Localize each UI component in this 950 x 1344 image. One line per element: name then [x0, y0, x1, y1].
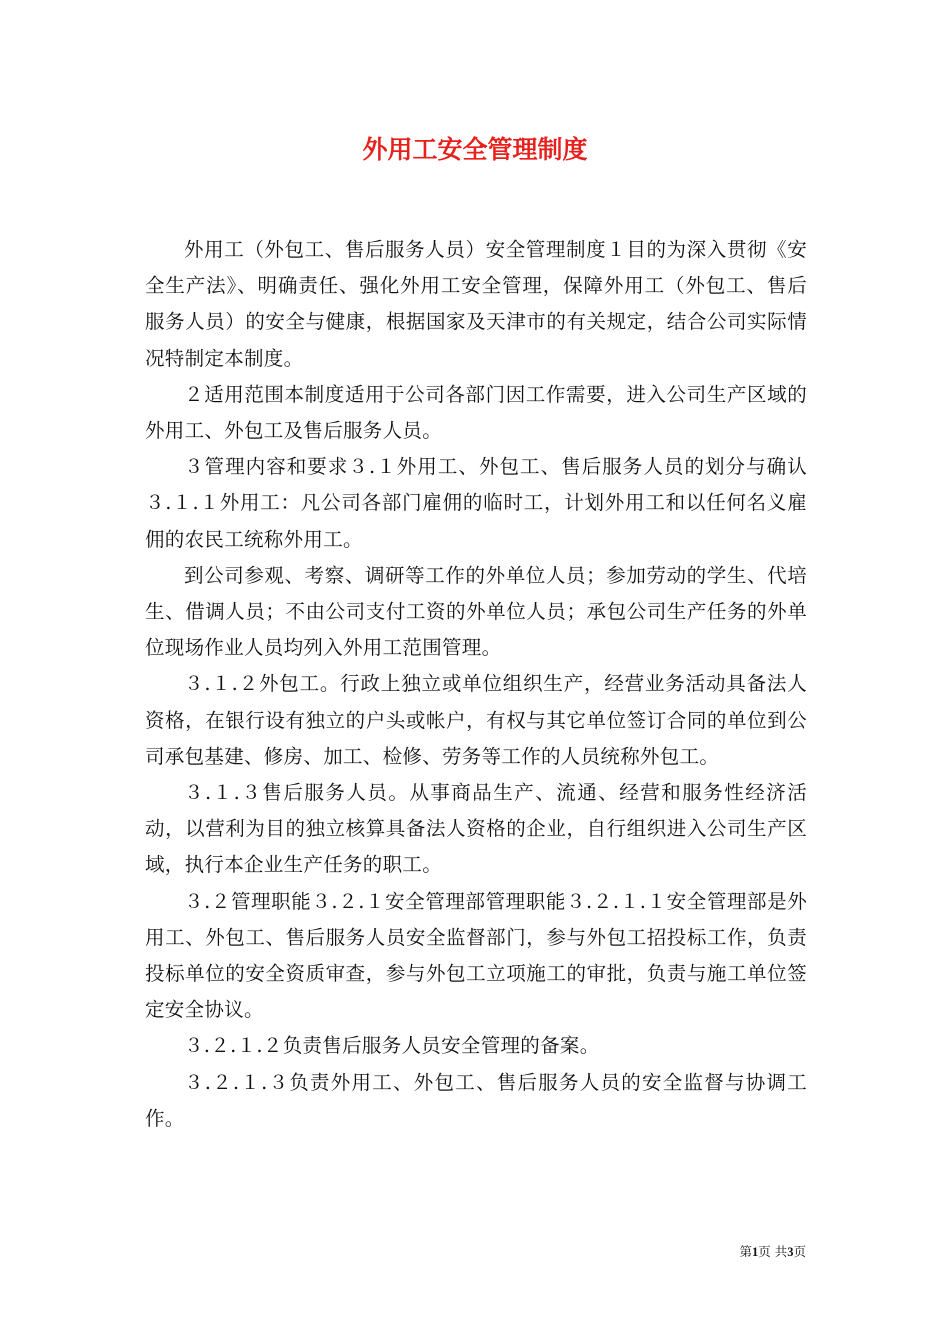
document-title: 外用工安全管理制度 [362, 135, 588, 164]
current-page-number: 1 [752, 1245, 759, 1259]
paragraph-management-functions: ３.２管理职能３.２.１安全管理部管理职能３.２.１.１安全管理部是外用工、外包工、售后服务人员安全监督部门，参与外包工招投标工作，负责投标单位的安全资质审查，参与外包工立项施工的审批，负责与施工单位签定安全协议。 [145, 889, 807, 1022]
paragraph-supervision: ３.２.１.３负责外用工、外包工、售后服务人员的安全监督与协调工作。 [145, 1070, 807, 1130]
total-page-number: 3 [787, 1245, 794, 1259]
paragraph-purpose: 外用工（外包工、售后服务人员）安全管理制度１目的为深入贯彻《安全生产法》、明确责任、强化外用工安全管理，保障外用工（外包工、售后服务人员）的安全与健康，根据国家及天津市的有关规定，结合公司实际情况特制定本制度。 [145, 238, 807, 370]
page-number-footer [739, 1243, 806, 1261]
paragraph-after-sales: ３.１.３售后服务人员。从事商品生产、流通、经营和服务性经济活动，以营利为目的独立核算具备法人资格的企业，自行组织进入公司生产区域，执行本企业生产任务的职工。 [145, 781, 807, 877]
paragraph-contract-workers: ３.１.２外包工。行政上独立或单位组织生产，经营业务活动具备法人资格，在银行设有独立的户头或帐户，有权与其它单位签订合同的单位到公司承包基建、修房、加工、检修、劳务等工作的人员统称外包工。 [145, 672, 807, 768]
paragraph-filing: ３.２.１.２负责售后服务人员安全管理的备案。 [184, 1034, 600, 1058]
paragraph-outside-personnel: 到公司参观、考察、调研等工作的外单位人员；参加劳动的学生、代培生、借调人员；不由公司支付工资的外单位人员；承包公司生产任务的外单位现场作业人员均列入外用工范围管理。 [145, 563, 807, 660]
footer-prefix: 第 [739, 1244, 752, 1259]
paragraph-scope: ２适用范围本制度适用于公司各部门因工作需要，进入公司生产区域的外用工、外包工及售后服务人员。 [145, 382, 807, 443]
document-body [145, 232, 807, 1137]
footer-suffix: 页 [793, 1244, 806, 1259]
paragraph-requirements: ３管理内容和要求３.１外用工、外包工、售后服务人员的划分与确认３.１.１外用工：凡公司各部门雇佣的临时工，计划外用工和以任何名义雇佣的农民工统称外用工。 [145, 455, 807, 551]
footer-middle: 页 共 [758, 1244, 788, 1259]
